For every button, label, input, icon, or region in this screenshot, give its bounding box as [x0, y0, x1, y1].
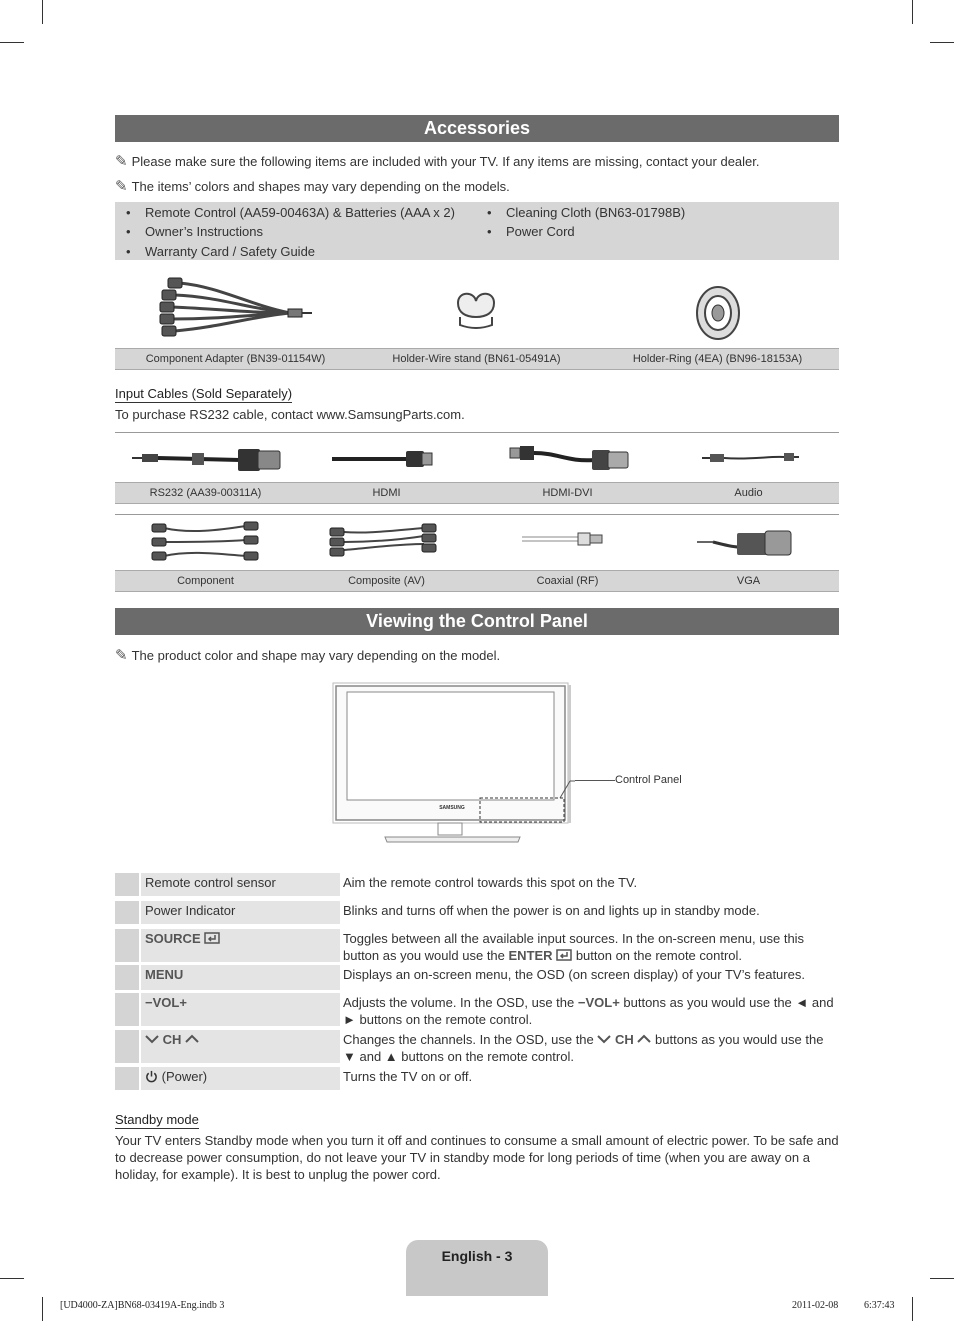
input-cables-note: To purchase RS232 cable, contact www.SamsungParts.com.	[115, 407, 465, 422]
list-item: • Warranty Card / Safety Guide	[145, 244, 315, 259]
chevron-down-icon	[145, 1034, 159, 1044]
caption-composite-av: Composite (AV)	[348, 575, 425, 587]
caption-hdmi: HDMI	[372, 487, 401, 499]
hdmi-cable-image	[330, 448, 435, 470]
caption-coaxial-rf: Coaxial (RF)	[536, 575, 599, 587]
crop-mark	[0, 1278, 24, 1279]
cable-caption-row-2	[115, 570, 839, 592]
control-name: MENU	[141, 965, 340, 990]
plus-icon: +	[612, 995, 620, 1010]
control-name: Power Indicator	[141, 901, 340, 924]
caption-holder-ring: Holder-Ring (4EA) (BN96-18153A)	[632, 353, 803, 365]
crop-mark	[930, 1278, 954, 1279]
control-name: −VOL+	[141, 993, 340, 1026]
row-marker	[115, 1067, 139, 1090]
section-title-control-panel: Viewing the Control Panel	[115, 608, 839, 635]
audio-cable-image	[700, 450, 800, 466]
crop-mark	[930, 42, 954, 43]
power-icon	[145, 1070, 158, 1083]
list-item: • Remote Control (AA59-00463A) & Batteries (AAA x 2)	[145, 205, 455, 220]
crop-mark	[912, 0, 913, 24]
caption-holder-wire-stand: Holder-Wire stand (BN61-05491A)	[392, 353, 561, 365]
row-marker	[115, 873, 139, 896]
caption-component-adapter: Component Adapter (BN39-01154W)	[145, 353, 326, 365]
control-description: Aim the remote control towards this spot on the TV.	[343, 875, 638, 890]
list-item: • Cleaning Cloth (BN63-01798B)	[506, 205, 685, 220]
row-marker	[115, 901, 139, 924]
control-description: Changes the channels. In the OSD, use the CH buttons as you would use the ▼ and ▲ buttons on the remote control.	[343, 1032, 824, 1064]
footer-date: 2011-02-08	[792, 1300, 839, 1311]
row-marker	[115, 929, 139, 962]
list-item: • Owner’s Instructions	[145, 224, 263, 239]
vga-cable-image	[695, 525, 795, 559]
cable-caption-row-1	[115, 482, 839, 504]
control-description: Adjusts the volume. In the OSD, use the −VOL+ buttons as you would use the ◄ and ► buttons on the remote control.	[343, 995, 834, 1027]
control-panel-note: ✎ The product color and shape may vary depending on the model.	[115, 647, 501, 664]
holder-wire-stand-image	[452, 285, 500, 333]
caption-audio: Audio	[734, 487, 763, 499]
crop-mark	[42, 1297, 43, 1321]
control-description: Toggles between all the available input sources. In the on-screen menu, use this button as you would use the ENTER button on the remote control.	[343, 931, 805, 963]
chevron-up-icon	[637, 1034, 651, 1044]
crop-mark	[912, 1297, 913, 1321]
component-adapter-image	[150, 275, 315, 345]
caption-hdmi-dvi: HDMI-DVI	[542, 487, 593, 499]
crop-mark	[0, 42, 24, 43]
hdmi-dvi-cable-image	[508, 442, 630, 474]
crop-mark	[42, 0, 43, 24]
tv-brand-logo: SAMSUNG	[439, 805, 465, 811]
input-cables-heading: Input Cables (Sold Separately)	[115, 386, 293, 401]
tv-front-illustration	[330, 680, 575, 850]
section-title-accessories: Accessories	[115, 115, 839, 142]
control-name: SOURCE	[141, 929, 340, 962]
standby-text: Your TV enters Standby mode when you turn it off and continues to consume a small amount of electric power. To be safe and to decrease power consumption, do not leave your TV in standby mode for long periods of time (when you are away on a holiday, for example). It is best to unplug the power cord.	[115, 1133, 839, 1182]
enter-icon	[556, 949, 572, 961]
row-marker	[115, 1030, 139, 1063]
control-name: Remote control sensor	[141, 873, 340, 896]
minus-icon: −	[577, 995, 586, 1010]
standby-heading: Standby mode	[115, 1112, 199, 1127]
accessories-note-1: ✎ Please make sure the following items are included with your TV. If any items are missing, contact your dealer.	[115, 153, 760, 170]
control-panel-callout-label: Control Panel	[615, 774, 682, 786]
accessories-note-2: ✎ The items’ colors and shapes may vary depending on the models.	[115, 178, 510, 195]
row-marker	[115, 993, 139, 1026]
rs232-cable-image	[130, 443, 285, 475]
control-name: (Power)	[141, 1067, 340, 1090]
pencil-note-icon: ✎	[115, 647, 128, 664]
control-description: Blinks and turns off when the power is on and lights up in standby mode.	[343, 903, 760, 918]
divider	[115, 514, 839, 515]
control-description: Displays an on-screen menu, the OSD (on screen display) of your TV’s features.	[343, 967, 805, 982]
component-cable-image	[150, 520, 262, 564]
footer-time: 6:37:43	[864, 1300, 895, 1311]
pencil-note-icon: ✎	[115, 153, 128, 170]
accessory-caption-row	[115, 348, 839, 370]
chevron-up-icon	[185, 1034, 199, 1044]
source-enter-icon	[204, 932, 220, 944]
chevron-down-icon	[597, 1034, 611, 1044]
control-description: Turns the TV on or off.	[343, 1069, 473, 1084]
caption-component: Component	[177, 575, 234, 587]
composite-av-cable-image	[328, 522, 440, 558]
pencil-note-icon: ✎	[115, 178, 128, 195]
coaxial-rf-cable-image	[520, 530, 605, 548]
control-name: CH	[141, 1030, 340, 1063]
divider	[115, 432, 839, 433]
footer-file-name: [UD4000-ZA]BN68-03419A-Eng.indb 3	[60, 1300, 225, 1311]
caption-vga: VGA	[736, 575, 761, 587]
list-item: • Power Cord	[506, 224, 575, 239]
minus-icon: −	[145, 995, 153, 1010]
callout-line	[575, 780, 615, 781]
page-number-tab: English - 3	[406, 1240, 548, 1296]
plus-icon: +	[179, 995, 187, 1010]
caption-rs232: RS232 (AA39-00311A)	[149, 487, 262, 499]
row-marker	[115, 965, 139, 990]
holder-ring-image	[695, 285, 741, 341]
